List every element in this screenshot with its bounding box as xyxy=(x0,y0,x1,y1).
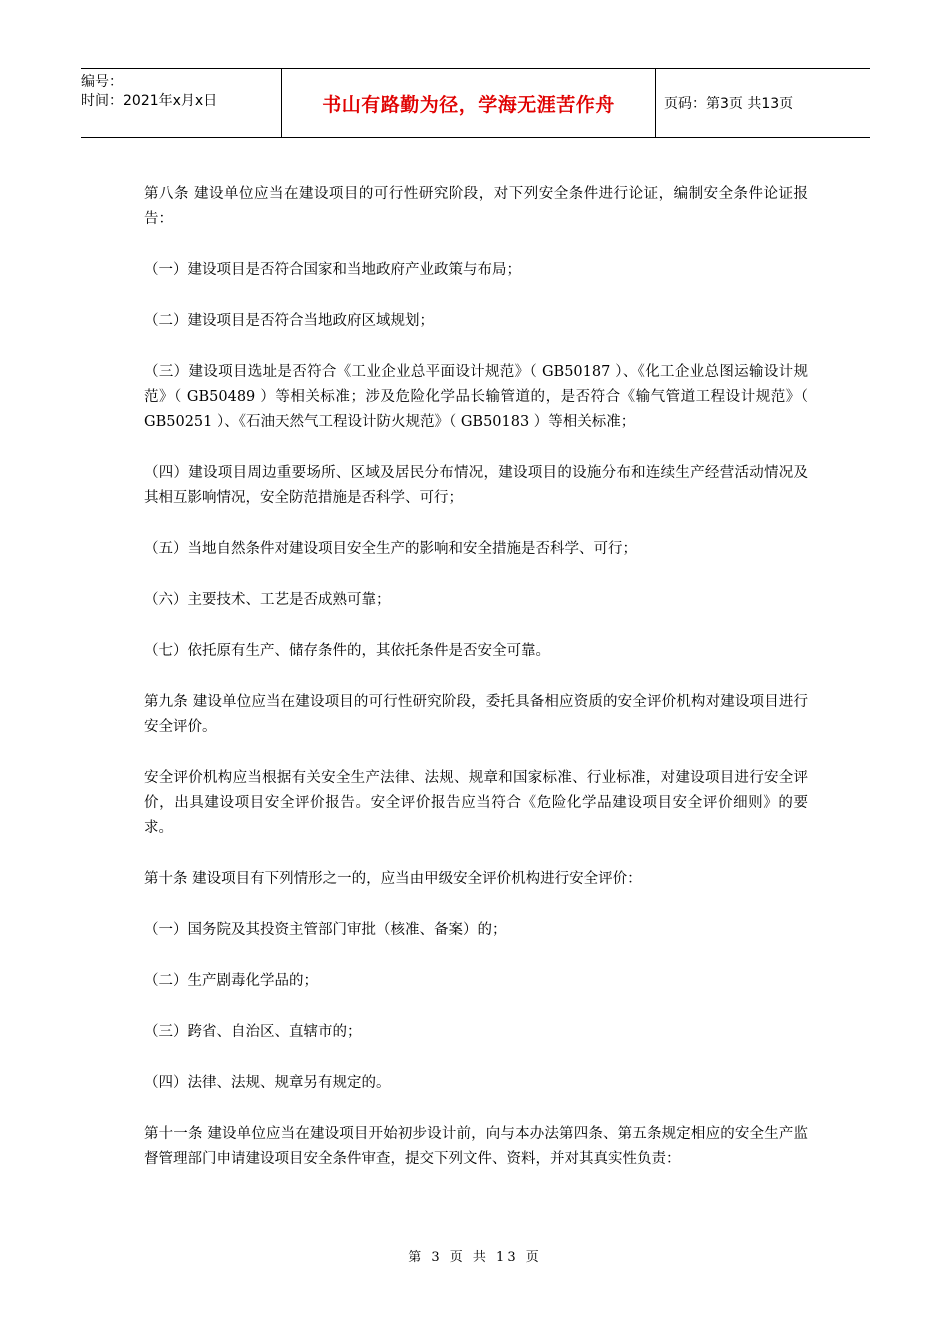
paragraph-item: （五）当地自然条件对建设项目安全生产的影响和安全措施是否科学、可行； xyxy=(144,541,637,557)
document-number-label: 编号： xyxy=(81,74,123,90)
paragraph-item: （二）建设项目是否符合当地政府区域规划； xyxy=(144,313,434,329)
document-body xyxy=(144,182,808,1198)
paragraph-article-10: 第十条 建设项目有下列情形之一的，应当由甲级安全评价机构进行安全评价： xyxy=(144,871,642,887)
document-date: 时间：2021年x月x日 xyxy=(81,93,218,109)
paragraph-item: （四）法律、法规、规章另有规定的。 xyxy=(144,1075,391,1091)
header-motto: 书山有路勤为径，学海无涯苦作舟 xyxy=(281,69,656,137)
paragraph-article-11: 第十一条 建设单位应当在建设项目开始初步设计前，向与本办法第四条、第五条规定相应的安全生产监督管理部门申请建设项目安全条件审查，提交下列文件、资料，并对其真实性负责： xyxy=(144,1126,808,1167)
paragraph-article-8: 第八条 建设单位应当在建设项目的可行性研究阶段，对下列安全条件进行论证，编制安全条件论证报告： xyxy=(144,186,808,227)
paragraph-item: （二）生产剧毒化学品的； xyxy=(144,973,318,989)
header-page-info: 页码：第3页 共13页 xyxy=(664,96,794,112)
paragraph-item: （一）建设项目是否符合国家和当地政府产业政策与布局； xyxy=(144,262,521,278)
paragraph-item: （七）依托原有生产、储存条件的，其依托条件是否安全可靠。 xyxy=(144,643,550,659)
paragraph-item: （四）建设项目周边重要场所、区域及居民分布情况，建设项目的设施分布和连续生产经营活动情况及其相互影响情况，安全防范措施是否科学、可行； xyxy=(144,465,808,506)
header-meta xyxy=(81,69,281,137)
paragraph-item: （三）跨省、自治区、直辖市的； xyxy=(144,1024,362,1040)
paragraph-item: （一）国务院及其投资主管部门审批（核准、备案）的； xyxy=(144,922,507,938)
page-header xyxy=(81,68,870,138)
page-footer: 第 3 页 共 13 页 xyxy=(408,1250,542,1265)
paragraph-text: 安全评价机构应当根据有关安全生产法律、法规、规章和国家标准、行业标准，对建设项目进行安全评价，出具建设项目安全评价报告。安全评价报告应当符合《危险化学品建设项目安全评价细则》的要求。 xyxy=(144,770,808,836)
paragraph-article-9: 第九条 建设单位应当在建设项目的可行性研究阶段，委托具备相应资质的安全评价机构对建设项目进行安全评价。 xyxy=(144,694,808,735)
paragraph-item: （三）建设项目选址是否符合《工业企业总平面设计规范》（ GB50187 ）、《化工企业总图运输设计规范》（ GB50489 ）等相关标准；涉及危险化学品长输管道的，是否符合《输气管道工程设计规范》（ GB50251 ）、《石油天然气工程设计防火规范》（ GB50183 ）等相关标准； xyxy=(144,364,808,430)
paragraph-item: （六）主要技术、工艺是否成熟可靠； xyxy=(144,592,391,608)
